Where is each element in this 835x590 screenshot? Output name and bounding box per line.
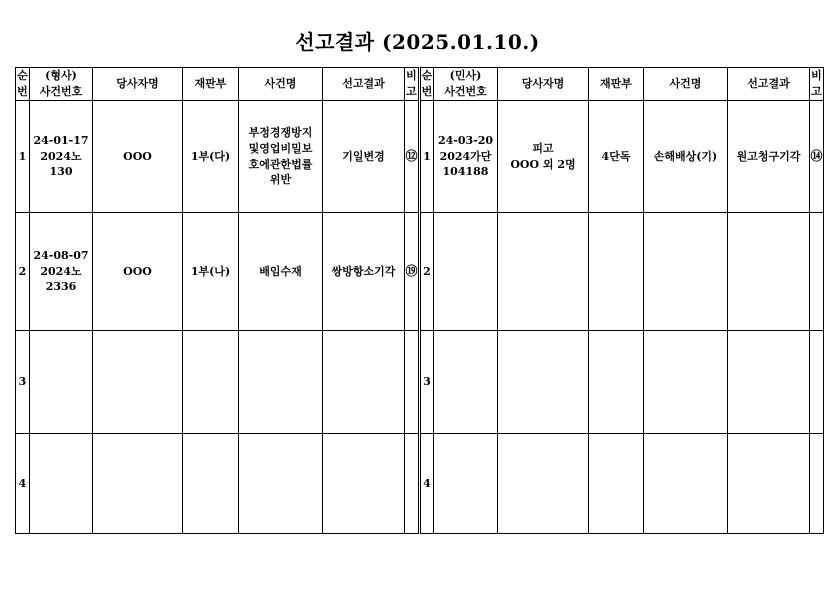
party-name: OOO [93, 213, 183, 331]
civil-header-row [421, 68, 824, 101]
row-number: 1 [421, 101, 434, 213]
case-number: 24-08-07 2024노 2336 [30, 213, 93, 331]
party-name [498, 434, 589, 534]
civil-header-division-text: 재판부 [600, 77, 632, 91]
case-name [644, 434, 728, 534]
court-division [183, 331, 239, 434]
criminal-header-division [183, 68, 239, 101]
criminal-header-case-name [239, 68, 323, 101]
civil-header-result [728, 68, 810, 101]
case-number: 24-03-20 2024가단 104188 [434, 101, 498, 213]
criminal-header-remark [405, 68, 419, 101]
verdict-result [728, 213, 810, 331]
case-name: 부정경쟁방지 및영업비밀보 호에관한법률 위반 [239, 101, 323, 213]
party-name [498, 213, 589, 331]
row-number: 4 [16, 434, 30, 534]
court-division [183, 434, 239, 534]
case-name [644, 331, 728, 434]
table-row [16, 213, 419, 331]
verdict-result [728, 331, 810, 434]
case-number [434, 213, 498, 331]
row-number: 4 [421, 434, 434, 534]
court-division [589, 331, 644, 434]
remark: ⑲ [405, 213, 419, 331]
court-division [589, 434, 644, 534]
row-number: 2 [421, 213, 434, 331]
party-name [498, 331, 589, 434]
case-name: 손해배상(기) [644, 101, 728, 213]
table-row [16, 434, 419, 534]
party-name [93, 331, 183, 434]
case-number [434, 434, 498, 534]
criminal-header-remark-text: 비 고 [406, 69, 417, 98]
table-row [16, 331, 419, 434]
party-name: OOO [93, 101, 183, 213]
case-number [30, 434, 93, 534]
remark: ⑫ [405, 101, 419, 213]
criminal-header-party-text: 당사자명 [116, 77, 159, 91]
civil-header-party-text: 당사자명 [521, 77, 565, 91]
civil-header-case-no-text: (민사) 사건번호 [444, 69, 487, 98]
civil-header-no-text: 순 번 [421, 69, 433, 98]
table-row [421, 434, 824, 534]
case-name [644, 213, 728, 331]
civil-header-result-text: 선고결과 [747, 77, 790, 91]
party-name: 피고 OOO 외 2명 [498, 101, 589, 213]
civil-header-division [589, 68, 644, 101]
civil-header-no [421, 68, 434, 101]
remark: ⑭ [810, 101, 824, 213]
table-row [421, 213, 824, 331]
row-number: 3 [421, 331, 434, 434]
party-name [93, 434, 183, 534]
criminal-header-result-text: 선고결과 [342, 77, 385, 91]
table-row [421, 331, 824, 434]
row-number: 2 [16, 213, 30, 331]
civil-header-remark-text: 비 고 [811, 69, 822, 98]
remark [810, 434, 824, 534]
criminal-header-case-no [30, 68, 93, 101]
court-division: 1부(다) [183, 101, 239, 213]
case-number: 24-01-17 2024노 130 [30, 101, 93, 213]
case-name [239, 331, 323, 434]
criminal-header-party [93, 68, 183, 101]
civil-verdict-table [420, 67, 824, 534]
case-number [30, 331, 93, 434]
criminal-header-result [323, 68, 405, 101]
remark [810, 331, 824, 434]
page-title: 선고결과 (2025.01.10.) [295, 30, 540, 54]
case-number [434, 331, 498, 434]
criminal-header-no-text: 순 번 [17, 69, 28, 98]
verdict-result: 기일변경 [323, 101, 405, 213]
row-number: 1 [16, 101, 30, 213]
civil-header-case-no [434, 68, 498, 101]
verdict-result [323, 434, 405, 534]
criminal-header-case-name-text: 사건명 [264, 77, 297, 91]
court-division: 1부(나) [183, 213, 239, 331]
remark [810, 213, 824, 331]
table-row [421, 101, 824, 213]
case-name [239, 434, 323, 534]
verdict-result [728, 434, 810, 534]
court-division [589, 213, 644, 331]
remark [405, 434, 419, 534]
table-row [16, 101, 419, 213]
case-name: 배임수재 [239, 213, 323, 331]
criminal-header-division-text: 재판부 [194, 77, 227, 91]
criminal-header-case-no-text: (형사) 사건번호 [39, 69, 83, 98]
remark [405, 331, 419, 434]
criminal-header-no [16, 68, 30, 101]
civil-header-case-name [644, 68, 728, 101]
verdict-result [323, 331, 405, 434]
civil-header-party [498, 68, 589, 101]
row-number: 3 [16, 331, 30, 434]
court-division: 4단독 [589, 101, 644, 213]
criminal-verdict-table [15, 67, 419, 534]
criminal-header-row [16, 68, 419, 101]
verdict-result: 원고청구기각 [728, 101, 810, 213]
civil-header-remark [810, 68, 824, 101]
civil-header-case-name-text: 사건명 [669, 77, 702, 91]
verdict-result: 쌍방항소기각 [323, 213, 405, 331]
